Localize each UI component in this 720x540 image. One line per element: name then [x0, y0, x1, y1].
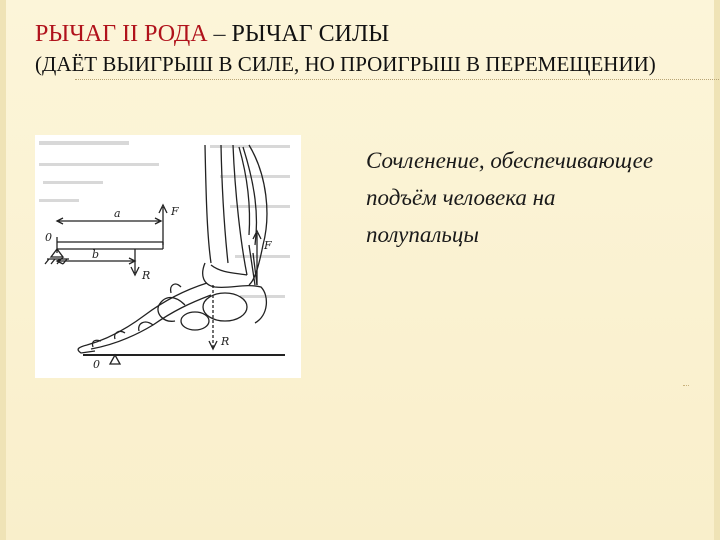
lever-diagram	[45, 205, 167, 275]
label-b: b	[92, 248, 100, 261]
title-line	[35, 18, 695, 50]
figure-caption: Сочленение, обеспечивающее подъём человека на полупальцы	[366, 148, 654, 247]
label-a: a	[114, 207, 121, 220]
decorative-dots	[683, 385, 689, 392]
lever-foot-figure	[35, 135, 301, 378]
scan-noise	[39, 141, 290, 298]
title-red-part: РЫЧАГ II РОДА	[35, 21, 208, 47]
title-dash: –	[207, 21, 232, 47]
label-F-lever: F	[171, 205, 179, 218]
label-R-foot: R	[221, 335, 230, 348]
slide-right-border	[714, 0, 720, 540]
label-zero-lever: 0	[45, 231, 52, 244]
title-divider	[75, 79, 720, 80]
slide-title	[35, 18, 695, 78]
title-subtitle: (ДАЁТ ВЫИГРЫШ В СИЛЕ, НО ПРОИГРЫШ В ПЕРЕМЕЩЕНИИ)	[35, 52, 656, 76]
label-F-foot: F	[264, 239, 272, 252]
label-R-lever: R	[142, 269, 151, 282]
label-zero-foot: 0	[93, 358, 100, 371]
title-rest: РЫЧАГ СИЛЫ	[231, 21, 390, 47]
lever-foot-drawing	[35, 135, 301, 378]
slide-left-border	[0, 0, 6, 540]
